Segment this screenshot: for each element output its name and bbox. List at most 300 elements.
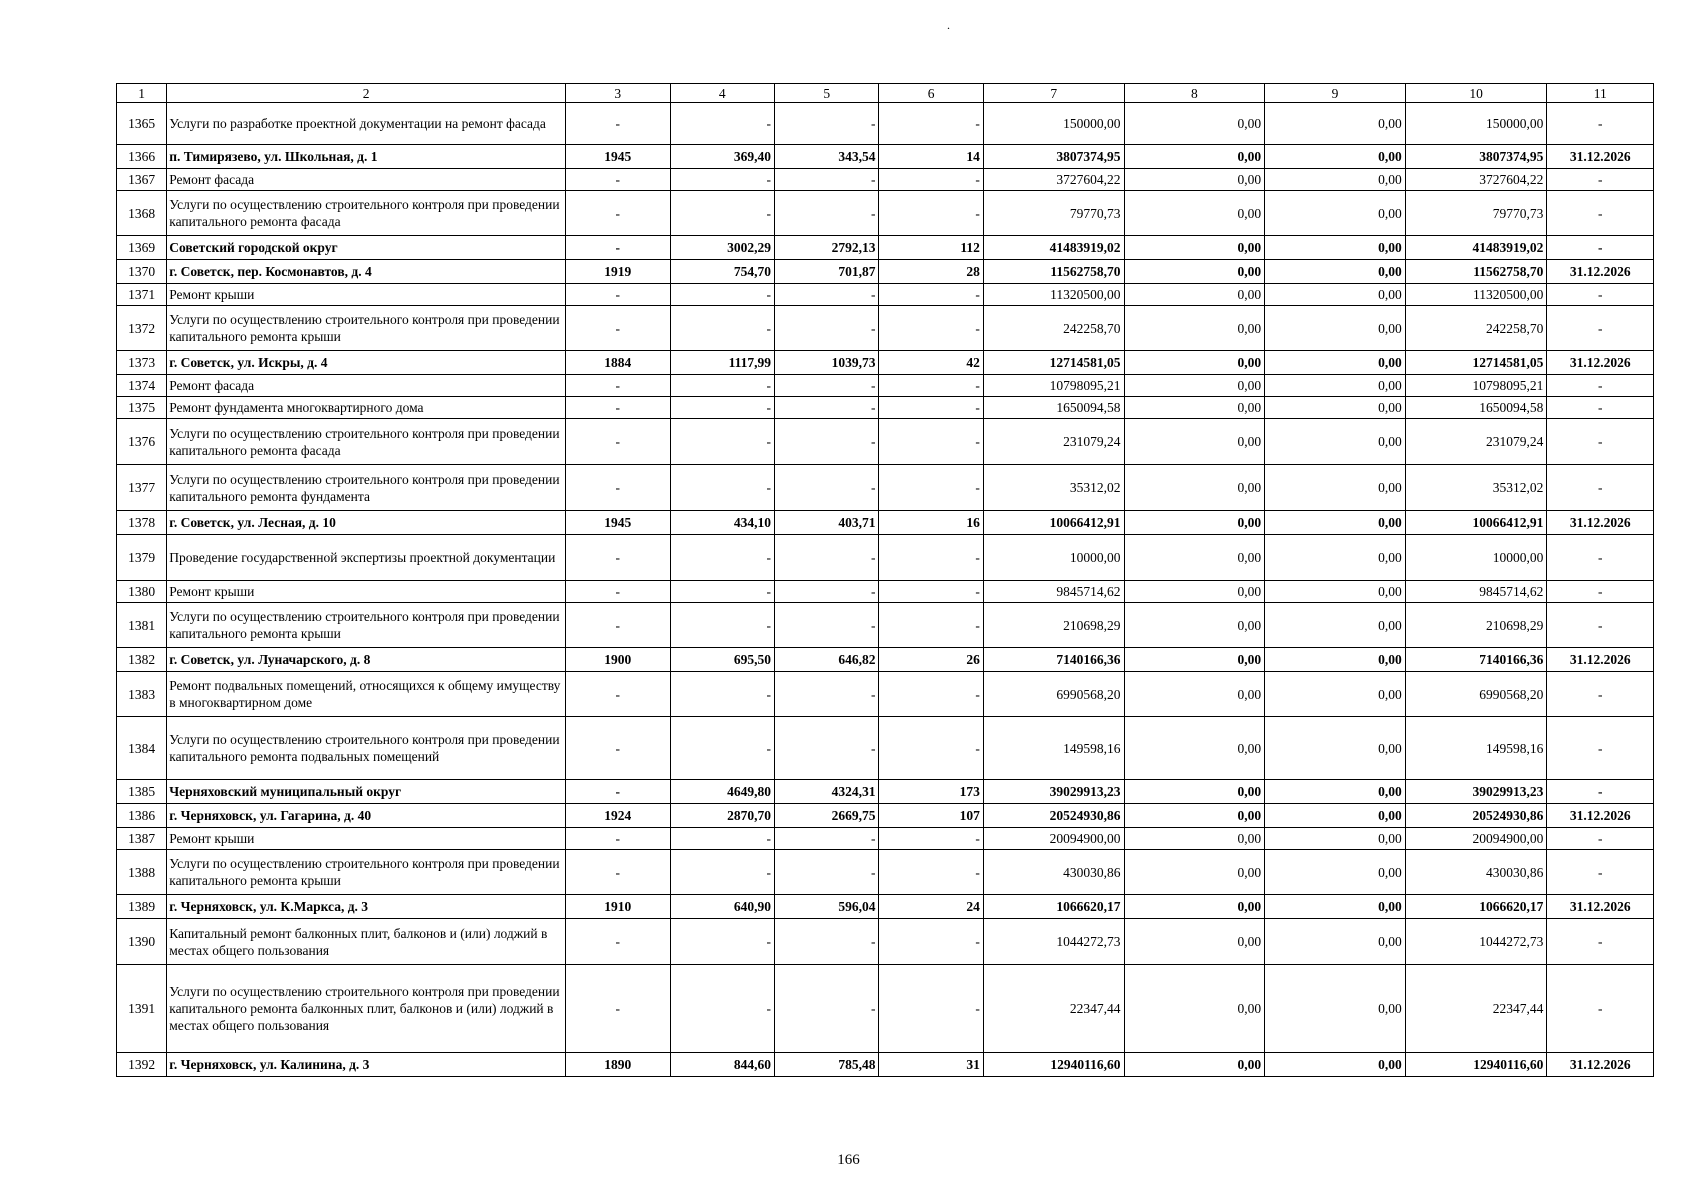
value-cell: 31.12.2026	[1547, 648, 1654, 672]
value-cell: 1945	[566, 511, 670, 535]
row-number-cell: 1371	[117, 284, 167, 306]
value-cell: -	[670, 828, 774, 850]
description-cell: Услуги по осуществлению строительного контроля при проведении капитального ремонта крыши	[167, 306, 566, 351]
value-cell: -	[566, 535, 670, 581]
table-row	[117, 581, 1654, 603]
table-row	[117, 535, 1654, 581]
value-cell: -	[879, 397, 983, 419]
value-cell: 7140166,36	[1405, 648, 1547, 672]
value-cell: 35312,02	[1405, 465, 1547, 511]
value-cell: -	[1547, 284, 1654, 306]
value-cell: 12940116,60	[1405, 1053, 1547, 1077]
header-cell: 9	[1265, 84, 1406, 103]
value-cell: 0,00	[1265, 375, 1406, 397]
value-cell: 754,70	[670, 260, 774, 284]
value-cell: -	[670, 103, 774, 145]
description-cell: г. Черняховск, ул. Калинина, д. 3	[167, 1053, 566, 1077]
value-cell: -	[566, 103, 670, 145]
value-cell: 1044272,73	[983, 919, 1124, 965]
value-cell: 0,00	[1124, 397, 1265, 419]
value-cell: 6990568,20	[983, 672, 1124, 717]
value-cell: 10000,00	[1405, 535, 1547, 581]
row-number-cell: 1382	[117, 648, 167, 672]
value-cell: -	[774, 465, 878, 511]
description-cell: г. Советск, ул. Лесная, д. 10	[167, 511, 566, 535]
value-cell: 0,00	[1124, 804, 1265, 828]
table-row	[117, 375, 1654, 397]
value-cell: 149598,16	[1405, 717, 1547, 780]
table-row	[117, 191, 1654, 236]
value-cell: 41483919,02	[1405, 236, 1547, 260]
value-cell: 0,00	[1265, 672, 1406, 717]
value-cell: 31.12.2026	[1547, 804, 1654, 828]
value-cell: 0,00	[1124, 965, 1265, 1053]
value-cell: 231079,24	[1405, 419, 1547, 465]
row-number-cell: 1384	[117, 717, 167, 780]
row-number-cell: 1385	[117, 780, 167, 804]
value-cell: 112	[879, 236, 983, 260]
value-cell: 0,00	[1265, 419, 1406, 465]
value-cell: 0,00	[1265, 397, 1406, 419]
value-cell: 10066412,91	[983, 511, 1124, 535]
value-cell: 11562758,70	[983, 260, 1124, 284]
value-cell: 3727604,22	[1405, 169, 1547, 191]
value-cell: 0,00	[1124, 375, 1265, 397]
value-cell: -	[566, 236, 670, 260]
value-cell: 7140166,36	[983, 648, 1124, 672]
value-cell: 0,00	[1265, 581, 1406, 603]
header-cell: 2	[167, 84, 566, 103]
row-number-cell: 1376	[117, 419, 167, 465]
value-cell: 3807374,95	[983, 145, 1124, 169]
page-number: 166	[837, 1152, 860, 1168]
value-cell: 0,00	[1124, 1053, 1265, 1077]
table-row	[117, 603, 1654, 648]
value-cell: 41483919,02	[983, 236, 1124, 260]
table-row	[117, 919, 1654, 965]
value-cell: -	[1547, 397, 1654, 419]
value-cell: 31.12.2026	[1547, 511, 1654, 535]
value-cell: 26	[879, 648, 983, 672]
description-cell: Услуги по разработке проектной документации на ремонт фасада	[167, 103, 566, 145]
row-number-cell: 1369	[117, 236, 167, 260]
value-cell: 695,50	[670, 648, 774, 672]
description-cell: Услуги по осуществлению строительного контроля при проведении капитального ремонта подвальных помещений	[167, 717, 566, 780]
table-row	[117, 828, 1654, 850]
row-number-cell: 1392	[117, 1053, 167, 1077]
value-cell: -	[670, 919, 774, 965]
value-cell: -	[879, 419, 983, 465]
value-cell: 1650094,58	[1405, 397, 1547, 419]
value-cell: 1884	[566, 351, 670, 375]
value-cell: 430030,86	[983, 850, 1124, 895]
row-number-cell: 1390	[117, 919, 167, 965]
value-cell: -	[566, 603, 670, 648]
value-cell: -	[670, 672, 774, 717]
value-cell: 646,82	[774, 648, 878, 672]
value-cell: 39029913,23	[983, 780, 1124, 804]
value-cell: -	[670, 419, 774, 465]
value-cell: -	[1547, 103, 1654, 145]
value-cell: 0,00	[1124, 828, 1265, 850]
value-cell: 1945	[566, 145, 670, 169]
value-cell: -	[566, 465, 670, 511]
value-cell: 0,00	[1265, 828, 1406, 850]
value-cell: -	[774, 169, 878, 191]
value-cell: 20094900,00	[1405, 828, 1547, 850]
header-cell: 7	[983, 84, 1124, 103]
value-cell: -	[670, 375, 774, 397]
value-cell: -	[1547, 191, 1654, 236]
value-cell: 31.12.2026	[1547, 1053, 1654, 1077]
value-cell: -	[670, 965, 774, 1053]
table-row	[117, 511, 1654, 535]
value-cell: -	[774, 306, 878, 351]
value-cell: -	[774, 965, 878, 1053]
value-cell: -	[1547, 717, 1654, 780]
value-cell: 210698,29	[983, 603, 1124, 648]
value-cell: -	[774, 191, 878, 236]
value-cell: -	[566, 780, 670, 804]
value-cell: 12714581,05	[983, 351, 1124, 375]
value-cell: 1919	[566, 260, 670, 284]
value-cell: 2792,13	[774, 236, 878, 260]
value-cell: 242258,70	[1405, 306, 1547, 351]
top-mark: .	[947, 18, 950, 32]
value-cell: -	[774, 103, 878, 145]
value-cell: 242258,70	[983, 306, 1124, 351]
row-number-cell: 1374	[117, 375, 167, 397]
value-cell: 10798095,21	[1405, 375, 1547, 397]
value-cell: 24	[879, 895, 983, 919]
value-cell: 0,00	[1124, 581, 1265, 603]
value-cell: -	[1547, 919, 1654, 965]
row-number-cell: 1370	[117, 260, 167, 284]
value-cell: 0,00	[1124, 284, 1265, 306]
value-cell: 35312,02	[983, 465, 1124, 511]
description-cell: г. Черняховск, ул. К.Маркса, д. 3	[167, 895, 566, 919]
value-cell: -	[774, 828, 878, 850]
row-number-cell: 1377	[117, 465, 167, 511]
table-row	[117, 850, 1654, 895]
value-cell: 12940116,60	[983, 1053, 1124, 1077]
row-number-cell: 1380	[117, 581, 167, 603]
value-cell: -	[670, 191, 774, 236]
value-cell: -	[879, 306, 983, 351]
value-cell: 79770,73	[1405, 191, 1547, 236]
value-cell: 0,00	[1265, 919, 1406, 965]
value-cell: 0,00	[1265, 780, 1406, 804]
value-cell: 10798095,21	[983, 375, 1124, 397]
value-cell: 79770,73	[983, 191, 1124, 236]
table-row	[117, 260, 1654, 284]
value-cell: 4324,31	[774, 780, 878, 804]
value-cell: -	[1547, 375, 1654, 397]
row-number-cell: 1379	[117, 535, 167, 581]
description-cell: Ремонт крыши	[167, 828, 566, 850]
value-cell: -	[774, 375, 878, 397]
table-row	[117, 1053, 1654, 1077]
value-cell: -	[879, 375, 983, 397]
row-number-cell: 1365	[117, 103, 167, 145]
value-cell: 403,71	[774, 511, 878, 535]
table-row	[117, 169, 1654, 191]
row-number-cell: 1375	[117, 397, 167, 419]
value-cell: 31.12.2026	[1547, 351, 1654, 375]
value-cell: -	[566, 397, 670, 419]
value-cell: 150000,00	[983, 103, 1124, 145]
description-cell: Услуги по осуществлению строительного контроля при проведении капитального ремонта крыши	[167, 603, 566, 648]
value-cell: 6990568,20	[1405, 672, 1547, 717]
row-number-cell: 1367	[117, 169, 167, 191]
value-cell: 31.12.2026	[1547, 895, 1654, 919]
value-cell: -	[879, 103, 983, 145]
value-cell: 1910	[566, 895, 670, 919]
value-cell: 0,00	[1265, 965, 1406, 1053]
row-number-cell: 1368	[117, 191, 167, 236]
value-cell: 844,60	[670, 1053, 774, 1077]
value-cell: -	[879, 850, 983, 895]
value-cell: 1900	[566, 648, 670, 672]
value-cell: 0,00	[1265, 306, 1406, 351]
description-cell: Черняховский муниципальный округ	[167, 780, 566, 804]
value-cell: 0,00	[1124, 603, 1265, 648]
row-number-cell: 1373	[117, 351, 167, 375]
row-number-cell: 1372	[117, 306, 167, 351]
value-cell: -	[774, 672, 878, 717]
table-row	[117, 965, 1654, 1053]
value-cell: 0,00	[1265, 169, 1406, 191]
value-cell: -	[1547, 965, 1654, 1053]
value-cell: -	[566, 191, 670, 236]
value-cell: -	[670, 397, 774, 419]
value-cell: 11320500,00	[983, 284, 1124, 306]
table-row	[117, 895, 1654, 919]
value-cell: 4649,80	[670, 780, 774, 804]
description-cell: г. Советск, пер. Космонавтов, д. 4	[167, 260, 566, 284]
value-cell: 20094900,00	[983, 828, 1124, 850]
value-cell: 31	[879, 1053, 983, 1077]
value-cell: 2669,75	[774, 804, 878, 828]
value-cell: 149598,16	[983, 717, 1124, 780]
value-cell: 0,00	[1265, 895, 1406, 919]
row-number-cell: 1387	[117, 828, 167, 850]
value-cell: 0,00	[1265, 465, 1406, 511]
value-cell: 0,00	[1124, 236, 1265, 260]
value-cell: -	[774, 581, 878, 603]
table-row	[117, 419, 1654, 465]
table-row	[117, 780, 1654, 804]
value-cell: -	[566, 169, 670, 191]
value-cell: 39029913,23	[1405, 780, 1547, 804]
value-cell: -	[1547, 828, 1654, 850]
value-cell: 9845714,62	[1405, 581, 1547, 603]
value-cell: 785,48	[774, 1053, 878, 1077]
value-cell: -	[879, 717, 983, 780]
value-cell: -	[879, 828, 983, 850]
value-cell: 0,00	[1124, 919, 1265, 965]
value-cell: 14	[879, 145, 983, 169]
value-cell: 0,00	[1124, 648, 1265, 672]
value-cell: 701,87	[774, 260, 878, 284]
value-cell: 0,00	[1124, 850, 1265, 895]
value-cell: 596,04	[774, 895, 878, 919]
table-row	[117, 397, 1654, 419]
header-cell: 11	[1547, 84, 1654, 103]
table-row	[117, 804, 1654, 828]
value-cell: 0,00	[1265, 717, 1406, 780]
value-cell: 1066620,17	[1405, 895, 1547, 919]
value-cell: 210698,29	[1405, 603, 1547, 648]
value-cell: -	[566, 284, 670, 306]
description-cell: Услуги по осуществлению строительного контроля при проведении капитального ремонта фасада	[167, 419, 566, 465]
table-row	[117, 672, 1654, 717]
value-cell: 0,00	[1265, 850, 1406, 895]
value-cell: 0,00	[1124, 895, 1265, 919]
value-cell: -	[670, 717, 774, 780]
value-cell: 3002,29	[670, 236, 774, 260]
value-cell: 0,00	[1265, 603, 1406, 648]
description-cell: Ремонт фасада	[167, 169, 566, 191]
description-cell: Советский городской округ	[167, 236, 566, 260]
value-cell: -	[670, 465, 774, 511]
value-cell: 0,00	[1265, 260, 1406, 284]
value-cell: 640,90	[670, 895, 774, 919]
value-cell: -	[1547, 603, 1654, 648]
table-row	[117, 717, 1654, 780]
value-cell: 28	[879, 260, 983, 284]
value-cell: 20524930,86	[1405, 804, 1547, 828]
value-cell: 1066620,17	[983, 895, 1124, 919]
description-cell: Ремонт фасада	[167, 375, 566, 397]
value-cell: -	[879, 465, 983, 511]
row-number-cell: 1366	[117, 145, 167, 169]
description-cell: Ремонт крыши	[167, 284, 566, 306]
value-cell: 1039,73	[774, 351, 878, 375]
value-cell: -	[1547, 465, 1654, 511]
value-cell: -	[1547, 236, 1654, 260]
row-number-cell: 1383	[117, 672, 167, 717]
value-cell: -	[774, 717, 878, 780]
value-cell: 16	[879, 511, 983, 535]
description-cell: Ремонт подвальных помещений, относящихся к общему имуществу в многоквартирном доме	[167, 672, 566, 717]
row-number-cell: 1388	[117, 850, 167, 895]
value-cell: 12714581,05	[1405, 351, 1547, 375]
header-cell: 6	[879, 84, 983, 103]
value-cell: 0,00	[1265, 511, 1406, 535]
value-cell: -	[774, 919, 878, 965]
value-cell: 369,40	[670, 145, 774, 169]
description-cell: Проведение государственной экспертизы проектной документации	[167, 535, 566, 581]
value-cell: 11320500,00	[1405, 284, 1547, 306]
header-cell: 8	[1124, 84, 1265, 103]
value-cell: -	[670, 535, 774, 581]
value-cell: 0,00	[1124, 306, 1265, 351]
value-cell: 173	[879, 780, 983, 804]
value-cell: 11562758,70	[1405, 260, 1547, 284]
value-cell: -	[1547, 780, 1654, 804]
value-cell: 0,00	[1265, 535, 1406, 581]
description-cell: Капитальный ремонт балконных плит, балконов и (или) лоджий в местах общего пользования	[167, 919, 566, 965]
value-cell: 0,00	[1124, 672, 1265, 717]
value-cell: 1924	[566, 804, 670, 828]
value-cell: -	[879, 672, 983, 717]
header-cell: 3	[566, 84, 670, 103]
value-cell: -	[879, 919, 983, 965]
value-cell: 0,00	[1265, 191, 1406, 236]
value-cell: 20524930,86	[983, 804, 1124, 828]
value-cell: 0,00	[1124, 717, 1265, 780]
value-cell: -	[879, 603, 983, 648]
value-cell: -	[774, 535, 878, 581]
header-cell: 4	[670, 84, 774, 103]
value-cell: 0,00	[1265, 351, 1406, 375]
value-cell: 3807374,95	[1405, 145, 1547, 169]
value-cell: 9845714,62	[983, 581, 1124, 603]
description-cell: Ремонт фундамента многоквартирного дома	[167, 397, 566, 419]
row-number-cell: 1389	[117, 895, 167, 919]
row-number-cell: 1391	[117, 965, 167, 1053]
value-cell: 31.12.2026	[1547, 145, 1654, 169]
value-cell: 0,00	[1124, 191, 1265, 236]
value-cell: 2870,70	[670, 804, 774, 828]
value-cell: 0,00	[1265, 284, 1406, 306]
header-cell: 5	[774, 84, 878, 103]
value-cell: -	[566, 828, 670, 850]
value-cell: 343,54	[774, 145, 878, 169]
value-cell: 0,00	[1124, 535, 1265, 581]
value-cell: -	[566, 419, 670, 465]
value-cell: -	[566, 375, 670, 397]
value-cell: 0,00	[1124, 103, 1265, 145]
value-cell: -	[566, 919, 670, 965]
value-cell: 434,10	[670, 511, 774, 535]
value-cell: 1117,99	[670, 351, 774, 375]
value-cell: 3727604,22	[983, 169, 1124, 191]
value-cell: 0,00	[1124, 780, 1265, 804]
value-cell: -	[566, 672, 670, 717]
description-cell: Услуги по осуществлению строительного контроля при проведении капитального ремонта крыши	[167, 850, 566, 895]
value-cell: -	[670, 284, 774, 306]
description-cell: Услуги по осуществлению строительного контроля при проведении капитального ремонта фундамента	[167, 465, 566, 511]
value-cell: 22347,44	[1405, 965, 1547, 1053]
table-row	[117, 648, 1654, 672]
value-cell: -	[670, 850, 774, 895]
value-cell: -	[774, 603, 878, 648]
value-cell: -	[1547, 535, 1654, 581]
value-cell: -	[670, 306, 774, 351]
value-cell: 10000,00	[983, 535, 1124, 581]
description-cell: г. Советск, ул. Луначарского, д. 8	[167, 648, 566, 672]
value-cell: -	[566, 306, 670, 351]
value-cell: 42	[879, 351, 983, 375]
value-cell: -	[774, 850, 878, 895]
value-cell: 31.12.2026	[1547, 260, 1654, 284]
table-row	[117, 145, 1654, 169]
value-cell: -	[670, 581, 774, 603]
value-cell: -	[1547, 672, 1654, 717]
header-cell: 1	[117, 84, 167, 103]
value-cell: -	[879, 965, 983, 1053]
description-cell: п. Тимирязево, ул. Школьная, д. 1	[167, 145, 566, 169]
value-cell: -	[566, 581, 670, 603]
value-cell: 0,00	[1124, 260, 1265, 284]
value-cell: -	[879, 581, 983, 603]
value-cell: -	[670, 169, 774, 191]
value-cell: -	[566, 717, 670, 780]
value-cell: 0,00	[1265, 1053, 1406, 1077]
value-cell: -	[774, 284, 878, 306]
